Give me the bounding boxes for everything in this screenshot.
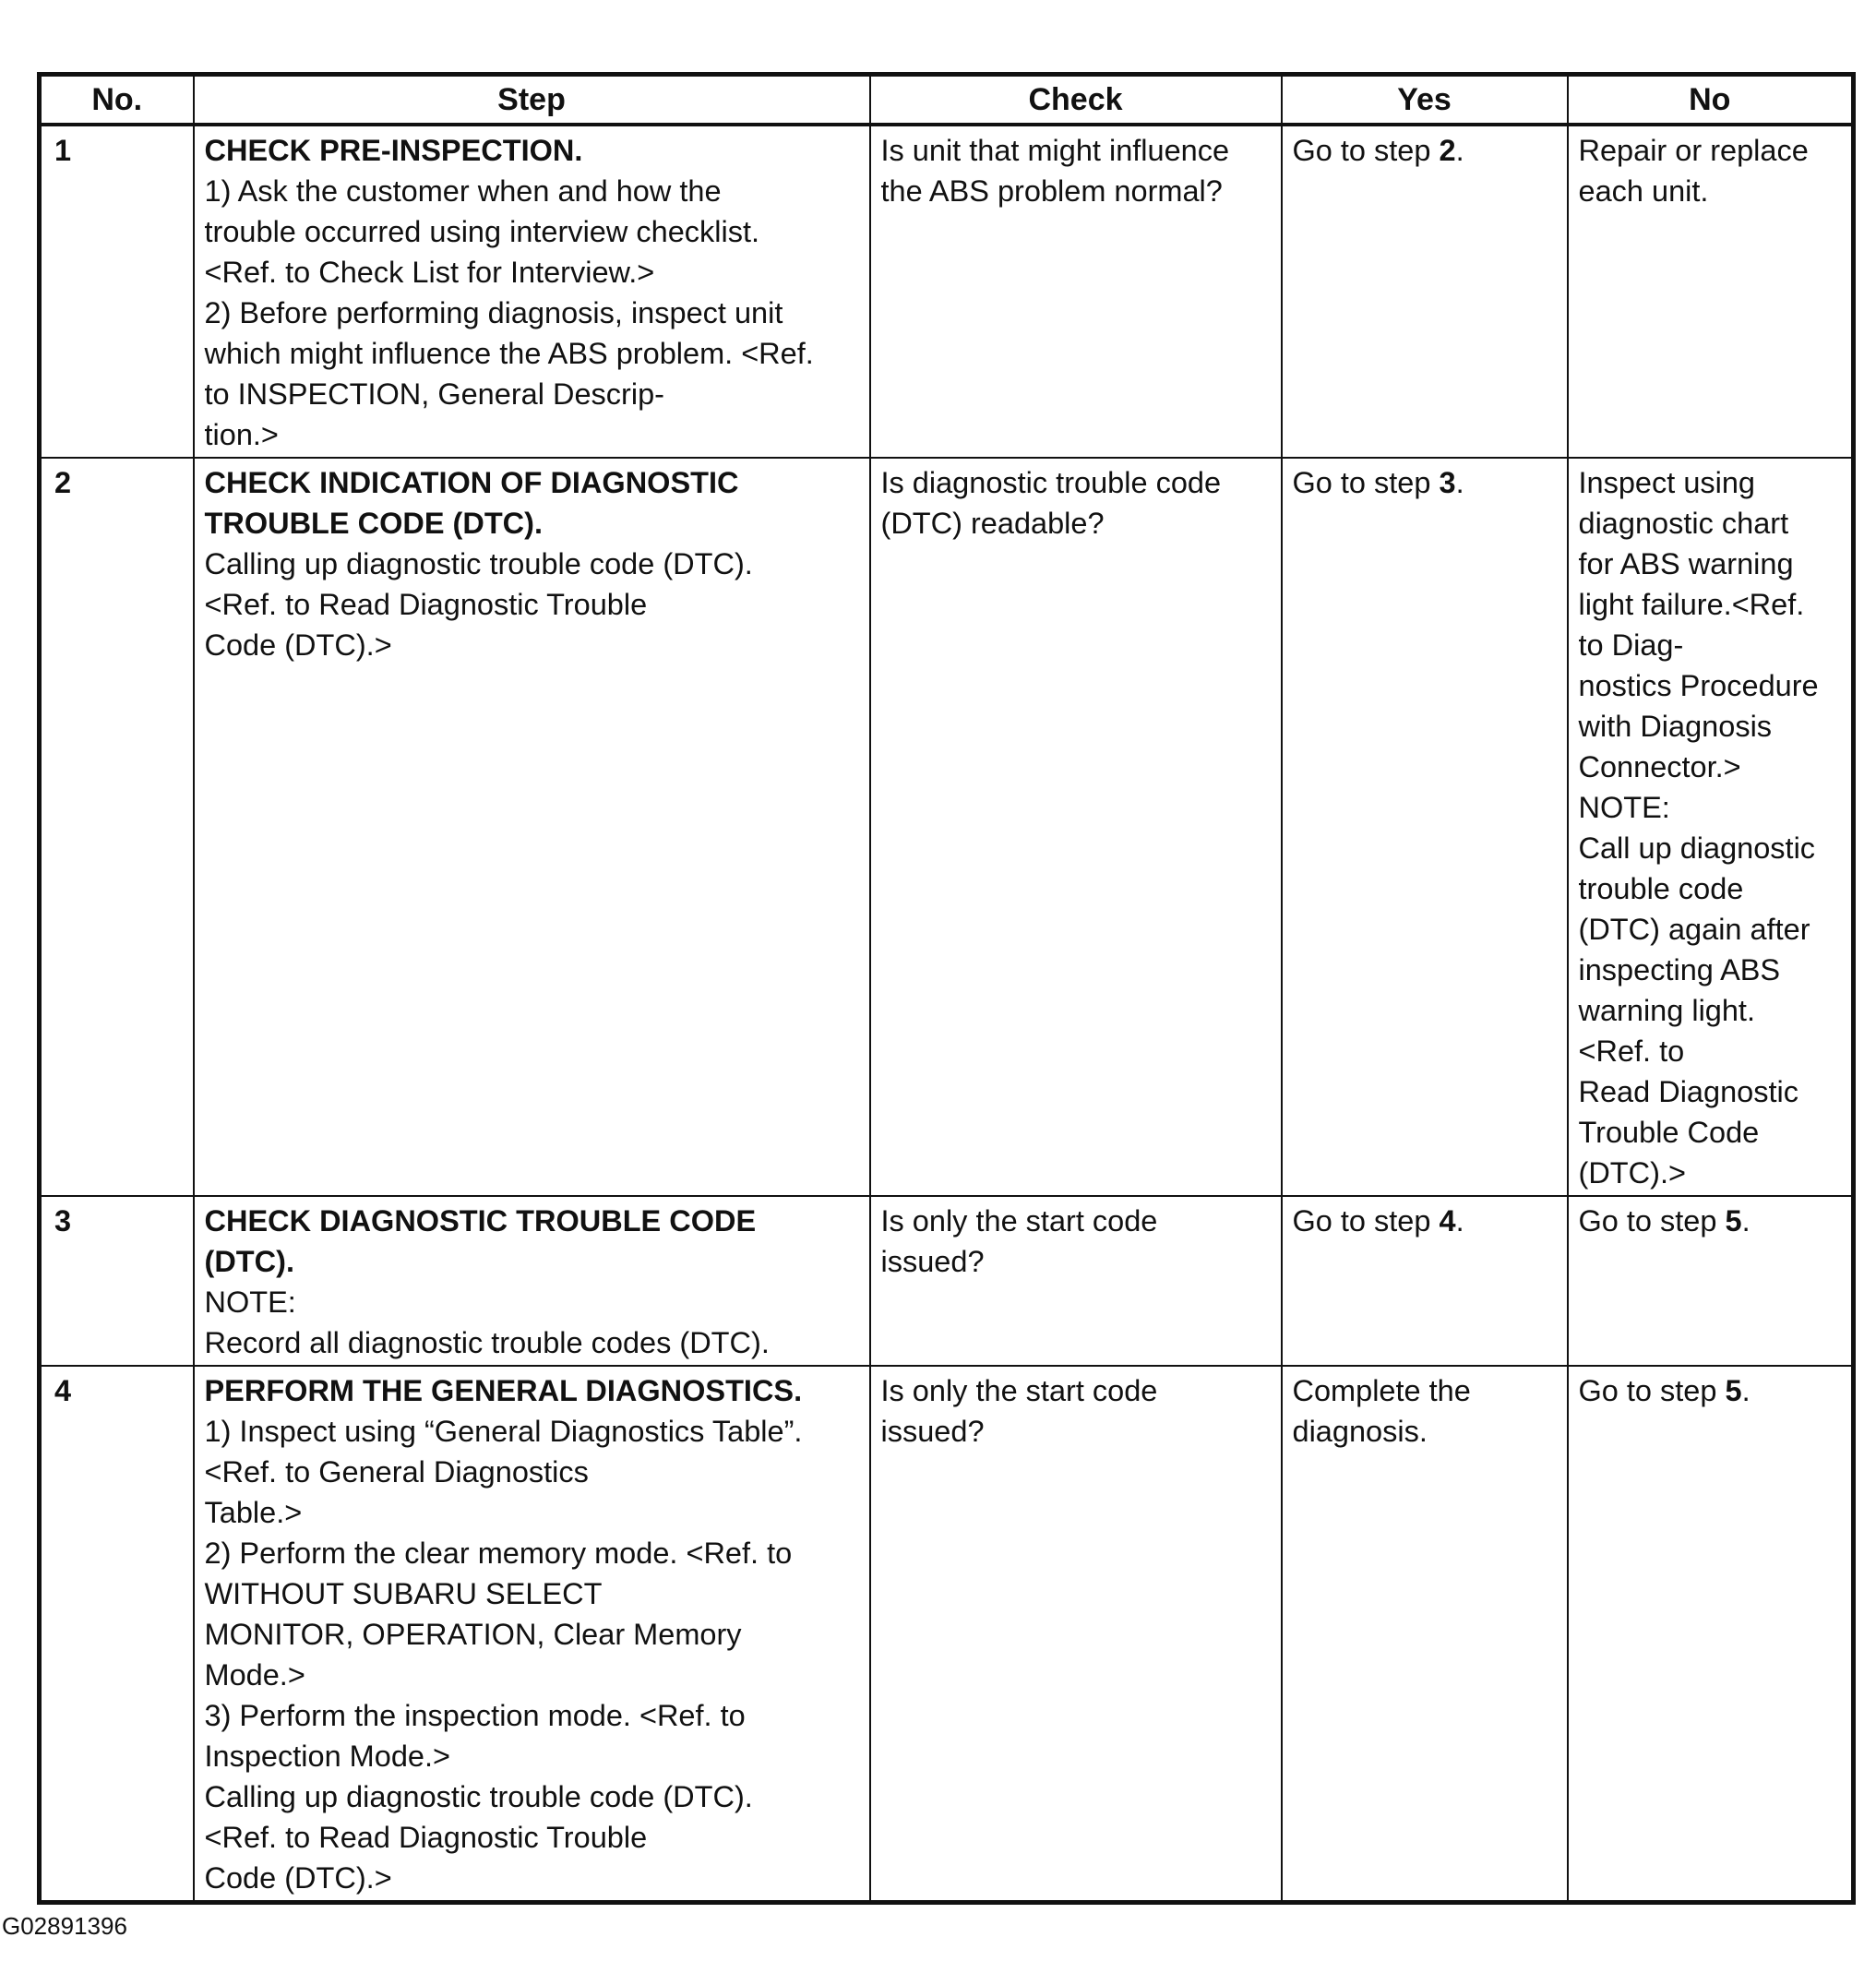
header-no-answer: No [1568, 75, 1854, 126]
step-line: <Ref. to General Diagnostics [204, 1455, 589, 1489]
no-line: diagnostic chart [1578, 507, 1789, 540]
step-line: Table.> [204, 1496, 303, 1529]
yes-line: Complete the [1292, 1374, 1471, 1407]
step-line: Calling up diagnostic trouble code (DTC). [204, 547, 753, 580]
step-line: <Ref. to Read Diagnostic Trouble [204, 588, 648, 621]
step-line: 2) Before performing diagnosis, inspect unit [204, 296, 783, 329]
step-line: Calling up diagnostic trouble code (DTC). [204, 1780, 753, 1813]
header-yes: Yes [1282, 75, 1568, 126]
yes-line: Go to step 2. [1292, 134, 1464, 167]
no-line: with Diagnosis [1578, 710, 1773, 743]
no-line: light failure.<Ref. [1578, 588, 1805, 621]
check-line: issued? [880, 1415, 985, 1448]
step-ref: 2 [1439, 134, 1456, 167]
no-line: (DTC).> [1578, 1156, 1686, 1190]
no-cell [1568, 1196, 1854, 1366]
step-line: <Ref. to Read Diagnostic Trouble [204, 1821, 648, 1854]
step-number: 2 [40, 458, 194, 1196]
step-line: NOTE: [204, 1285, 296, 1319]
table-row [40, 1366, 1854, 1903]
step-line: trouble occurred using interview checklist. [204, 215, 760, 248]
yes-line: Go to step 3. [1292, 466, 1464, 499]
step-title: CHECK INDICATION OF DIAGNOSTIC [204, 466, 739, 499]
step-title: PERFORM THE GENERAL DIAGNOSTICS. [204, 1374, 803, 1407]
no-line: nostics Procedure [1578, 669, 1819, 702]
step-number: 4 [40, 1366, 194, 1903]
check-cell [870, 125, 1282, 458]
step-cell [194, 458, 870, 1196]
no-line: NOTE: [1578, 791, 1670, 824]
step-line: 1) Inspect using “General Diagnostics Table”. [204, 1415, 803, 1448]
step-line: <Ref. to Check List for Interview.> [204, 256, 655, 289]
step-line: Code (DTC).> [204, 1861, 392, 1895]
yes-cell [1282, 1366, 1568, 1903]
step-line: 3) Perform the inspection mode. <Ref. to [204, 1699, 746, 1732]
step-line: WITHOUT SUBARU SELECT [204, 1577, 603, 1610]
step-line: Inspection Mode.> [204, 1740, 450, 1773]
no-line: each unit. [1578, 174, 1709, 208]
no-line: Repair or replace [1578, 134, 1809, 167]
yes-cell [1282, 458, 1568, 1196]
step-line: tion.> [204, 418, 279, 451]
step-line: MONITOR, OPERATION, Clear Memory [204, 1618, 742, 1651]
check-cell [870, 458, 1282, 1196]
step-cell [194, 1366, 870, 1903]
step-title-cont: TROUBLE CODE (DTC). [204, 507, 543, 540]
no-line: Read Diagnostic [1578, 1075, 1798, 1108]
table-row [40, 1196, 1854, 1366]
check-cell [870, 1196, 1282, 1366]
header-check: Check [870, 75, 1282, 126]
no-line: Go to step 5. [1578, 1374, 1751, 1407]
yes-line: Go to step 4. [1292, 1204, 1464, 1238]
yes-cell [1282, 125, 1568, 458]
no-line: <Ref. to [1578, 1034, 1685, 1068]
no-line: inspecting ABS [1578, 953, 1781, 987]
step-number: 1 [40, 125, 194, 458]
check-line: issued? [880, 1245, 985, 1278]
check-line: (DTC) readable? [880, 507, 1105, 540]
no-line: (DTC) again after [1578, 913, 1810, 946]
check-cell [870, 1366, 1282, 1903]
no-line: Trouble Code [1578, 1116, 1760, 1149]
no-cell [1568, 458, 1854, 1196]
figure-id: G02891396 [2, 1912, 127, 1940]
no-line: warning light. [1578, 994, 1755, 1027]
table-row [40, 458, 1854, 1196]
no-line: Connector.> [1578, 750, 1741, 783]
step-ref: 3 [1439, 466, 1456, 499]
diagnostic-table [37, 72, 1856, 1905]
no-line: to Diag- [1578, 628, 1684, 662]
no-line: Inspect using [1578, 466, 1756, 499]
header-step: Step [194, 75, 870, 126]
step-ref: 5 [1725, 1374, 1742, 1407]
step-title-cont: (DTC). [204, 1245, 294, 1278]
step-line: 2) Perform the clear memory mode. <Ref. to [204, 1537, 793, 1570]
no-cell [1568, 125, 1854, 458]
step-line: to INSPECTION, General Descrip- [204, 377, 664, 411]
step-cell [194, 1196, 870, 1366]
step-line: Code (DTC).> [204, 628, 392, 662]
step-line: Record all diagnostic trouble codes (DTC). [204, 1326, 770, 1359]
step-ref: 4 [1439, 1204, 1456, 1238]
check-line: Is unit that might influence [880, 134, 1230, 167]
check-line: Is diagnostic trouble code [880, 466, 1222, 499]
no-line: Call up diagnostic [1578, 831, 1816, 865]
step-line: 1) Ask the customer when and how the [204, 174, 722, 208]
step-title: CHECK PRE-INSPECTION. [204, 134, 583, 167]
no-cell [1568, 1366, 1854, 1903]
step-title: CHECK DIAGNOSTIC TROUBLE CODE [204, 1204, 757, 1238]
check-line: Is only the start code [880, 1374, 1158, 1407]
check-line: Is only the start code [880, 1204, 1158, 1238]
step-line: Mode.> [204, 1658, 305, 1692]
header-row [40, 75, 1854, 126]
no-line: trouble code [1578, 872, 1744, 905]
header-no: No. [40, 75, 194, 126]
yes-cell [1282, 1196, 1568, 1366]
step-number: 3 [40, 1196, 194, 1366]
table-row [40, 125, 1854, 458]
step-ref: 5 [1725, 1204, 1742, 1238]
step-cell [194, 125, 870, 458]
step-line: which might influence the ABS problem. <Ref. [204, 337, 814, 370]
no-line: for ABS warning [1578, 547, 1794, 580]
check-line: the ABS problem normal? [880, 174, 1223, 208]
no-line: Go to step 5. [1578, 1204, 1751, 1238]
yes-line: diagnosis. [1292, 1415, 1428, 1448]
